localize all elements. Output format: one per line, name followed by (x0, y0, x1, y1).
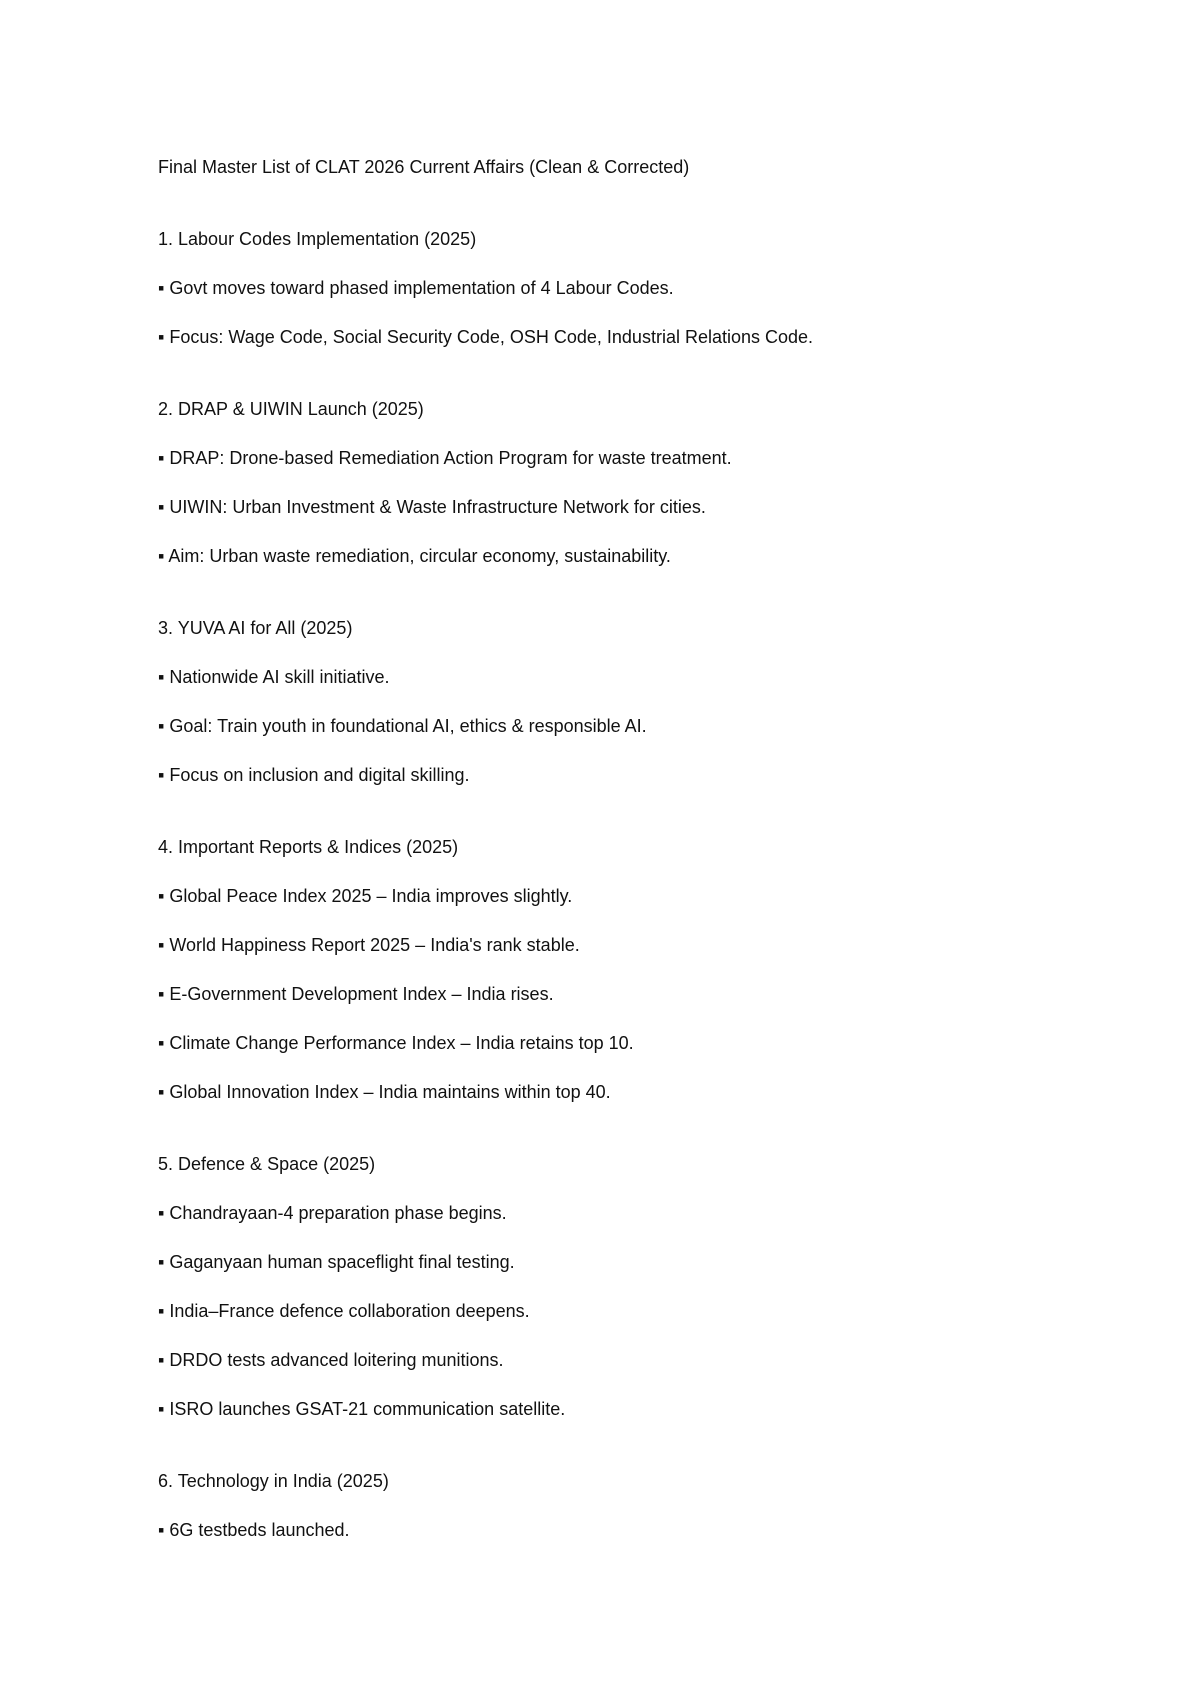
bullet-item: ▪ Gaganyaan human spaceflight final testing. (158, 1252, 515, 1272)
section-technology (158, 1470, 1138, 1541)
bullet-item: ▪ E-Government Development Index – India rises. (158, 984, 554, 1004)
bullet-item: ▪ Global Innovation Index – India maintains within top 40. (158, 1082, 611, 1102)
section-heading: 3. YUVA AI for All (2025) (158, 618, 353, 638)
bullet-item: ▪ Govt moves toward phased implementation of 4 Labour Codes. (158, 278, 674, 298)
bullet-item: ▪ 6G testbeds launched. (158, 1520, 350, 1540)
bullet-item: ▪ Chandrayaan-4 preparation phase begins. (158, 1203, 507, 1223)
section-heading: 4. Important Reports & Indices (2025) (158, 837, 459, 857)
bullet-item: ▪ Nationwide AI skill initiative. (158, 667, 390, 687)
bullet-item: ▪ ISRO launches GSAT-21 communication satellite. (158, 1399, 566, 1419)
section-heading: 2. DRAP & UIWIN Launch (2025) (158, 399, 424, 419)
bullet-item: ▪ Focus on inclusion and digital skilling. (158, 765, 470, 785)
bullet-item: ▪ DRAP: Drone-based Remediation Action Program for waste treatment. (158, 448, 732, 468)
bullet-item: ▪ World Happiness Report 2025 – India's rank stable. (158, 935, 580, 955)
section-yuva-ai (158, 617, 1138, 786)
section-labour-codes (158, 228, 1138, 348)
bullet-item: ▪ Global Peace Index 2025 – India improves slightly. (158, 886, 573, 906)
section-defence-space (158, 1153, 1138, 1420)
document-title: Final Master List of CLAT 2026 Current Affairs (Clean & Corrected) (158, 157, 690, 177)
bullet-item: ▪ Aim: Urban waste remediation, circular economy, sustainability. (158, 546, 671, 566)
bullet-item: ▪ UIWIN: Urban Investment & Waste Infrastructure Network for cities. (158, 497, 706, 517)
section-heading: 5. Defence & Space (2025) (158, 1154, 376, 1174)
section-heading: 1. Labour Codes Implementation (2025) (158, 229, 477, 249)
bullet-item: ▪ India–France defence collaboration deepens. (158, 1301, 530, 1321)
section-drap-uiwin (158, 398, 1138, 567)
document-page (158, 156, 1138, 1568)
section-reports-indices (158, 836, 1138, 1103)
section-heading: 6. Technology in India (2025) (158, 1471, 389, 1491)
bullet-item: ▪ Goal: Train youth in foundational AI, ethics & responsible AI. (158, 716, 647, 736)
bullet-item: ▪ Focus: Wage Code, Social Security Code, OSH Code, Industrial Relations Code. (158, 327, 814, 347)
bullet-item: ▪ Climate Change Performance Index – India retains top 10. (158, 1033, 634, 1053)
bullet-item: ▪ DRDO tests advanced loitering munitions. (158, 1350, 504, 1370)
